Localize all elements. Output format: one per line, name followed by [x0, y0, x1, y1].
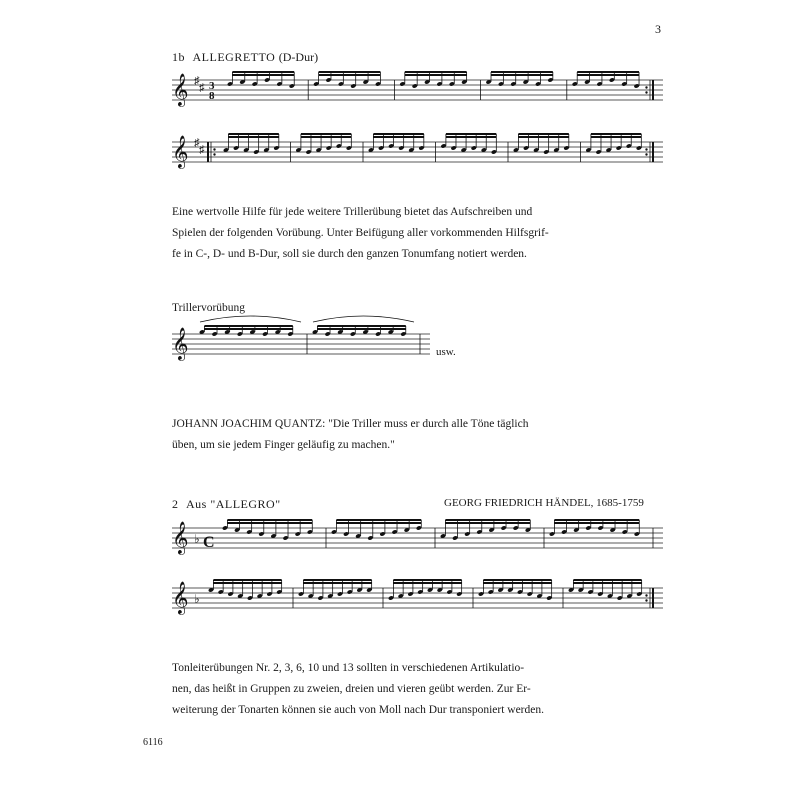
time-signature-denominator: 8: [209, 90, 215, 102]
treble-clef-icon: 𝄞: [172, 135, 189, 168]
paragraph-line: fe in C-, D- und B-Dur, soll sie durch den ganzen Tonumfang notiert werden.: [172, 248, 527, 260]
repeat-dot: [645, 594, 647, 596]
quantz-quote: [172, 414, 612, 456]
example-title: Aus "ALLEGRO": [186, 497, 281, 511]
example-number: 1b: [172, 50, 185, 64]
example-2-heading: [172, 497, 281, 512]
paragraph-line: Spielen der folgenden Vorübung. Unter Beifügung aller vorkommenden Hilfsgrif-: [172, 227, 549, 239]
sharp-icon: ♯: [199, 82, 205, 94]
repeat-dot: [645, 91, 647, 93]
page-number: 3: [655, 22, 661, 36]
treble-clef-icon: 𝄞: [172, 73, 189, 106]
example-tempo: ALLEGRETTO: [192, 50, 276, 64]
quote-line: JOHANN JOACHIM QUANTZ: "Die Triller muss er durch alle Töne täglich: [172, 418, 529, 430]
paragraph-scale-exercises: [172, 658, 592, 721]
sharp-icon: ♯: [194, 75, 200, 87]
staff-trill-exercise: [168, 324, 448, 368]
paragraph-line: nen, das heißt in Gruppen zu zweien, dreien und vieren geübt werden. Zur Er-: [172, 683, 531, 695]
flat-icon: ♭: [194, 592, 200, 606]
staff-2-line2: [168, 578, 668, 622]
repeat-dot: [213, 153, 215, 155]
time-signature-numerator: 3: [209, 80, 215, 92]
composer-credit: GEORG FRIEDRICH HÄNDEL, 1685-1759: [444, 497, 644, 509]
example-key: (D-Dur): [278, 50, 319, 64]
trill-exercise-title: Trillervorübung: [172, 302, 246, 314]
footer-code: 6116: [143, 737, 163, 748]
repeat-dot: [645, 153, 647, 155]
time-signature: C: [203, 534, 215, 551]
sharp-icon: ♯: [194, 137, 200, 149]
slur: [313, 316, 414, 322]
example-number: 2: [172, 497, 179, 511]
flat-icon: ♭: [194, 532, 200, 546]
staff-2-line1: [168, 518, 668, 562]
usw-label: usw.: [436, 346, 456, 358]
repeat-dot: [645, 148, 647, 150]
slur: [200, 316, 301, 322]
treble-clef-icon: 𝄞: [172, 581, 189, 614]
staff-1b-line2: [168, 132, 668, 176]
treble-clef-icon: 𝄞: [172, 521, 189, 554]
repeat-dot: [213, 148, 215, 150]
paragraph-trill-help: [172, 202, 612, 265]
repeat-dot: [645, 86, 647, 88]
staff-1b-line1: [168, 70, 668, 114]
paragraph-line: Eine wertvolle Hilfe für jede weitere Trillerübung bietet das Aufschreiben und: [172, 206, 533, 218]
paragraph-line: weiterung der Tonarten können sie auch von Moll nach Dur transponiert werden.: [172, 704, 544, 716]
quote-line: üben, um sie jedem Finger geläufig zu machen.": [172, 439, 395, 451]
treble-clef-icon: 𝄞: [172, 327, 189, 360]
repeat-dot: [645, 599, 647, 601]
sharp-icon: ♯: [199, 144, 205, 156]
paragraph-line: Tonleiterübungen Nr. 2, 3, 6, 10 und 13 sollten in verschiedenen Artikulatio-: [172, 662, 525, 674]
example-1b-heading: [172, 50, 318, 65]
